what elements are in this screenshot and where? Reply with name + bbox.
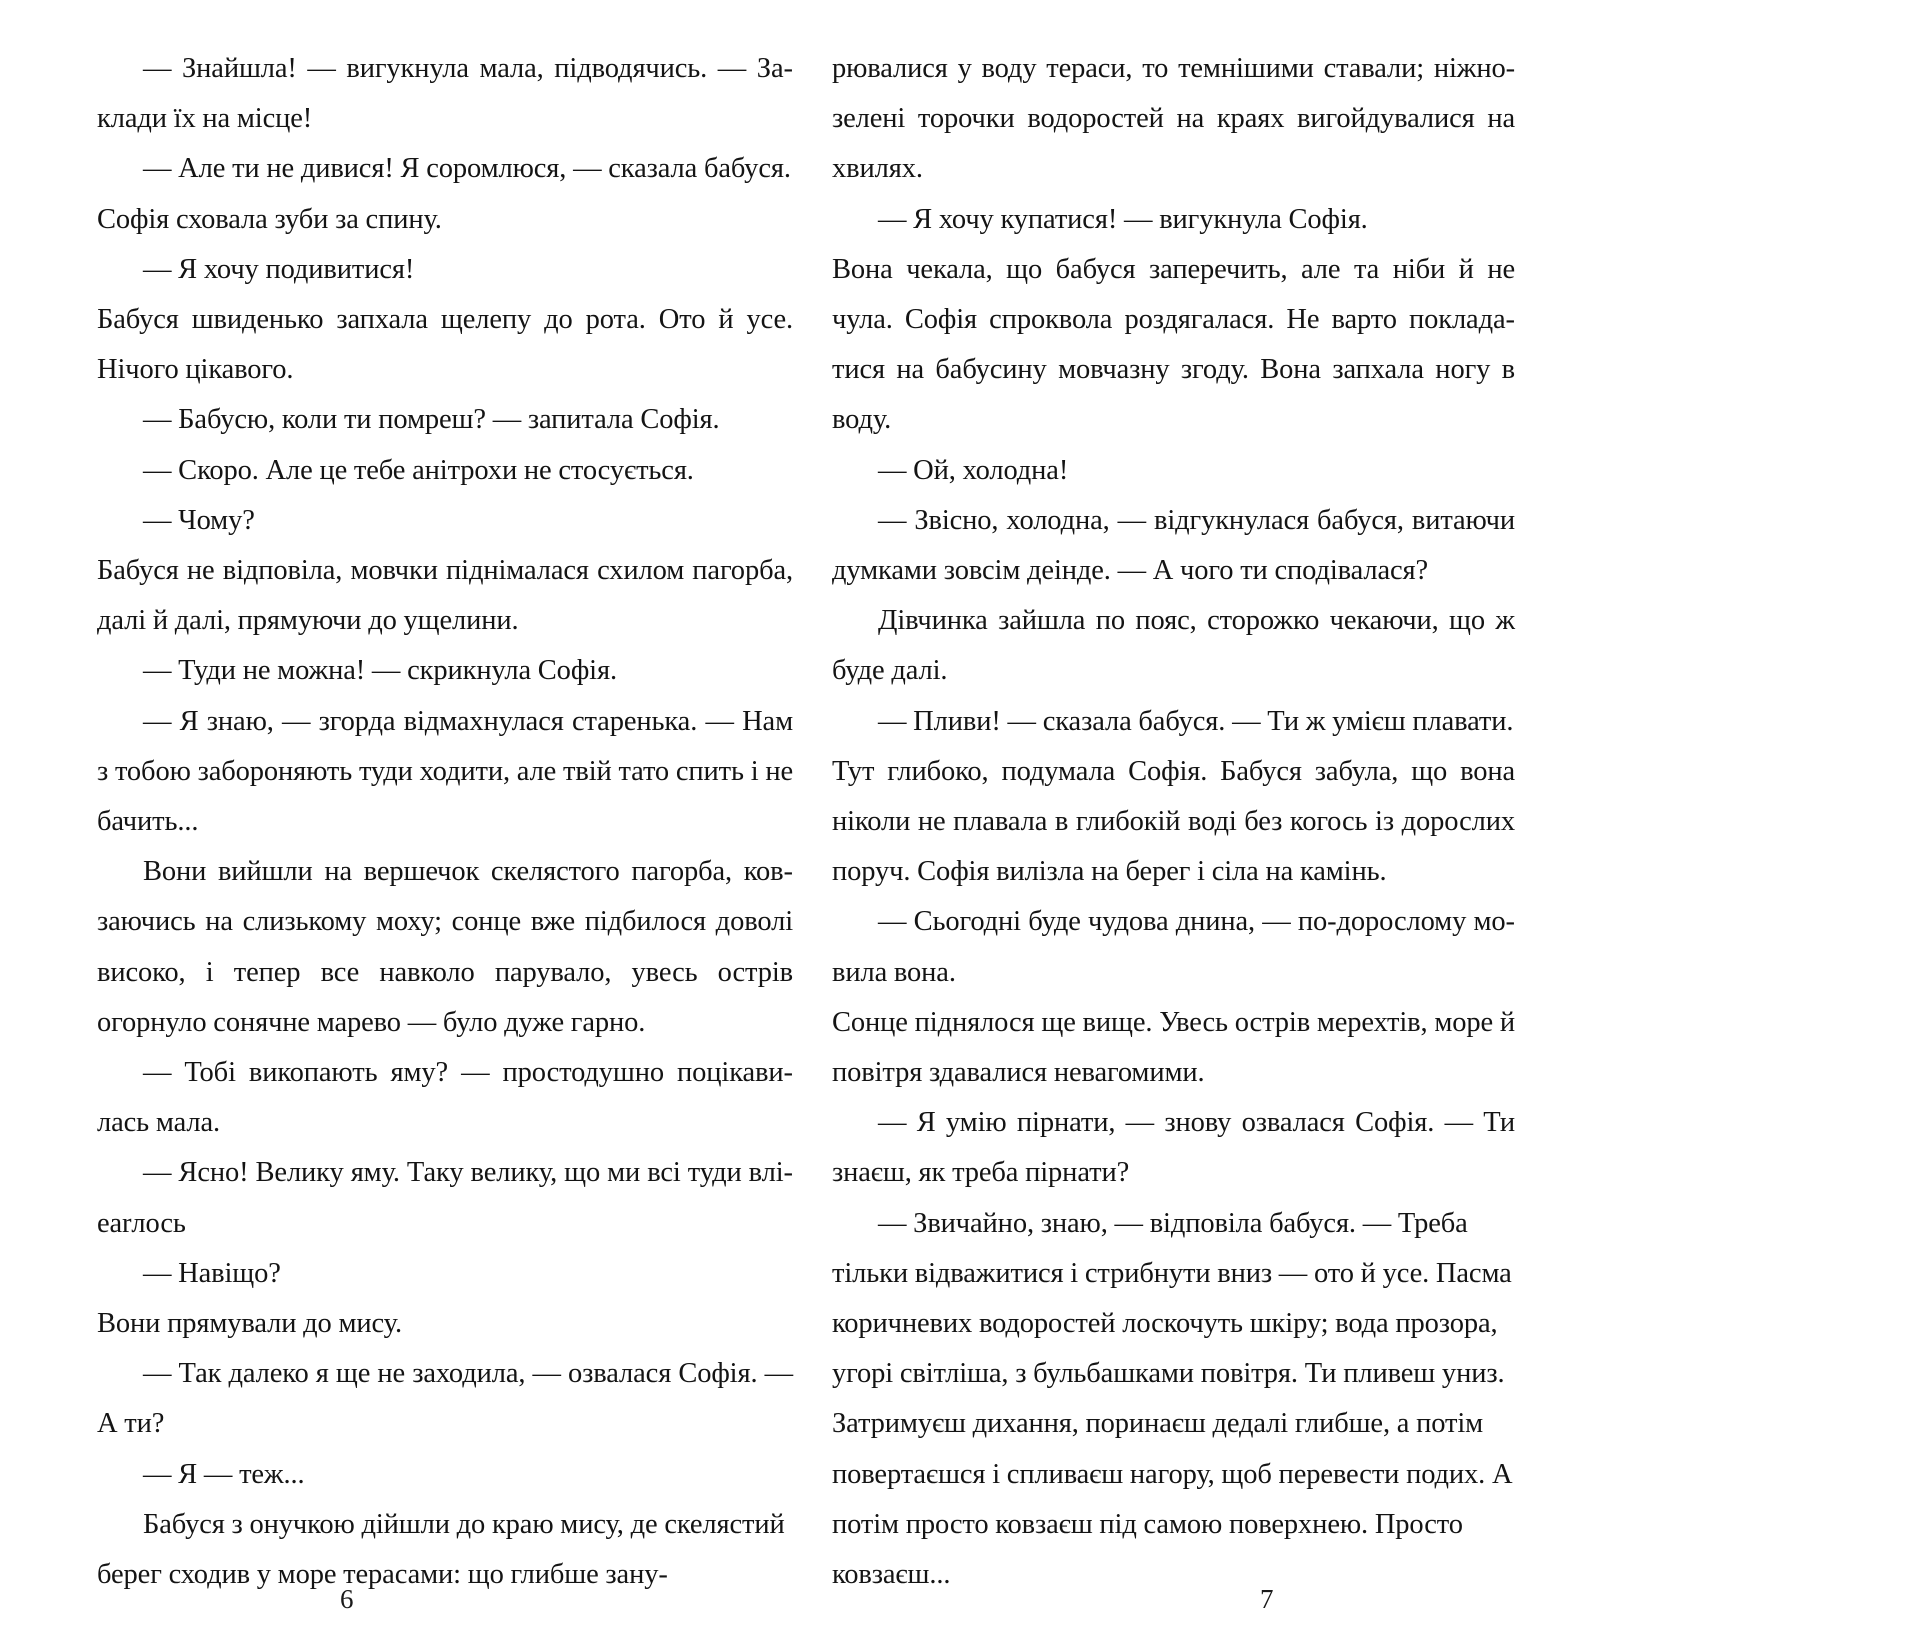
paragraph: — Так далеко я ще не заходила, — озвалася Софія. — А ти? [97, 1358, 793, 1440]
paragraph: — Я умію пірнати, — знову озвалася Софія. — Ти знаєш, як треба пірнати? [832, 1107, 1515, 1189]
paragraph: Вони прямували до мису. [97, 1308, 402, 1340]
paragraph: — Я знаю, — згорда відмахнулася старенька. — Нам з тобою забороняють туди ходити, але твій тато спить і не бачить... [97, 705, 793, 838]
paragraph: Вона чекала, що бабуся заперечить, але та ніби й не чула. Софія спроквола роздягалася. Не варто покладатися на бабусину мовчазну згоду. Вона запхала ногу в воду. [832, 253, 1515, 436]
paragraph: — Знайшла! — вигукнула мала, підводячись. — Заклади їх на місце! [97, 53, 793, 135]
page-number-left: 6 [340, 1584, 354, 1614]
paragraph: — Я хочу купатися! — вигукнула Софія. [878, 203, 1368, 235]
paragraph: Бабуся не відповіла, мовчки піднімалася схилом пагорба, далі й далі, прямуючи до ущелини. [97, 555, 793, 637]
page-number-right: 7 [1260, 1584, 1274, 1614]
paragraph: рювалися у воду тераси, то темнішими ставали; ніжно-зелені торочки водоростей на краях вигойдувалися на хвилях. [832, 53, 1515, 185]
paragraph: — Чому? [143, 504, 255, 536]
paragraph: — Звичайно, знаю, — відповіла бабуся. — Треба тільки відважитися і стрибнути вниз — ото й усе. Пасма коричневих водоростей лоскочуть шкіру; вода прозора, угорі світліша, з бульбашками повітря. Ти пливеш униз. Затримуєш дихання, поринаєш дедалі глибше, а потім повертаєшся і спливаєш нагору, щоб перевести подих. А потім просто ковзаєш під самою поверхнею. Просто ковзаєш... [832, 1207, 1513, 1591]
paragraph: Бабуся швиденько запхала щелепу до рота. Ото й усе. Нічого цікавого. [97, 304, 793, 386]
paragraph: — Я — теж... [143, 1458, 305, 1490]
paragraph: Бабуся з онучкою дійшли до краю мису, де скелястий берег сходив у море терасами: що глибше зану- [97, 1508, 785, 1591]
right-page-column [820, 44, 1920, 1600]
paragraph: — Ясно! Велику яму. Таку велику, що ми всі туди вліearлось [97, 1157, 793, 1239]
paragraph: Софія сховала зуби за спину. [97, 203, 442, 235]
left-page-column [0, 44, 820, 1600]
paragraph: — Навіщо? [143, 1257, 281, 1289]
paragraph: Сонце піднялося ще вище. Увесь острів мерехтів, море й повітря здавалися невагомими. [832, 1006, 1515, 1089]
spread-columns [0, 44, 1920, 1591]
paragraph: — Пливи! — сказала бабуся. — Ти ж умієш плавати. [878, 705, 1514, 737]
paragraph: — Туди не можна! — скрикнула Софія. [143, 655, 617, 687]
paragraph: — Я хочу подивитися! [143, 253, 415, 285]
paragraph: — Бабусю, коли ти помреш? — запитала Софія. [143, 404, 720, 436]
paragraph: — Але ти не дивися! Я соромлюся, — сказала бабуся. [143, 153, 791, 185]
paragraph: Тут глибоко, подумала Софія. Бабуся забула, що вона ніколи не плавала в глибокій воді без когось із дорослих поруч. Софія вилізла на берег і сіла на камінь. [832, 755, 1515, 888]
paragraph: — Ой, холодна! [878, 454, 1069, 486]
paragraph: Дівчинка зайшла по пояс, сторожко чекаючи, що ж буде далі. [832, 605, 1515, 687]
left-page-body-text [97, 44, 793, 1600]
folio-row [0, 1541, 1920, 1651]
paragraph: — Звісно, холодна, — відгукнулася бабуся, витаючи думками зовсім деінде. — А чого ти сподівалася? [832, 504, 1515, 587]
paragraph: — Сьогодні буде чудова днина, — по-дорослому мовила вона. [832, 906, 1515, 988]
paragraph: Вони вийшли на вершечок скелястого пагорба, ковзаючись на слизькому моху; сонце вже підбилося доволі високо, і тепер все навколо парувало, увесь острів огорнуло сонячне марево — було дуже гарно. [97, 856, 793, 1038]
paragraph: — Тобі викопають яму? — простодушно поцікавилась мала. [97, 1057, 793, 1139]
right-page-body-text [832, 44, 1515, 1600]
paragraph: — Скоро. Але це тебе анітрохи не стосується. [143, 454, 694, 486]
